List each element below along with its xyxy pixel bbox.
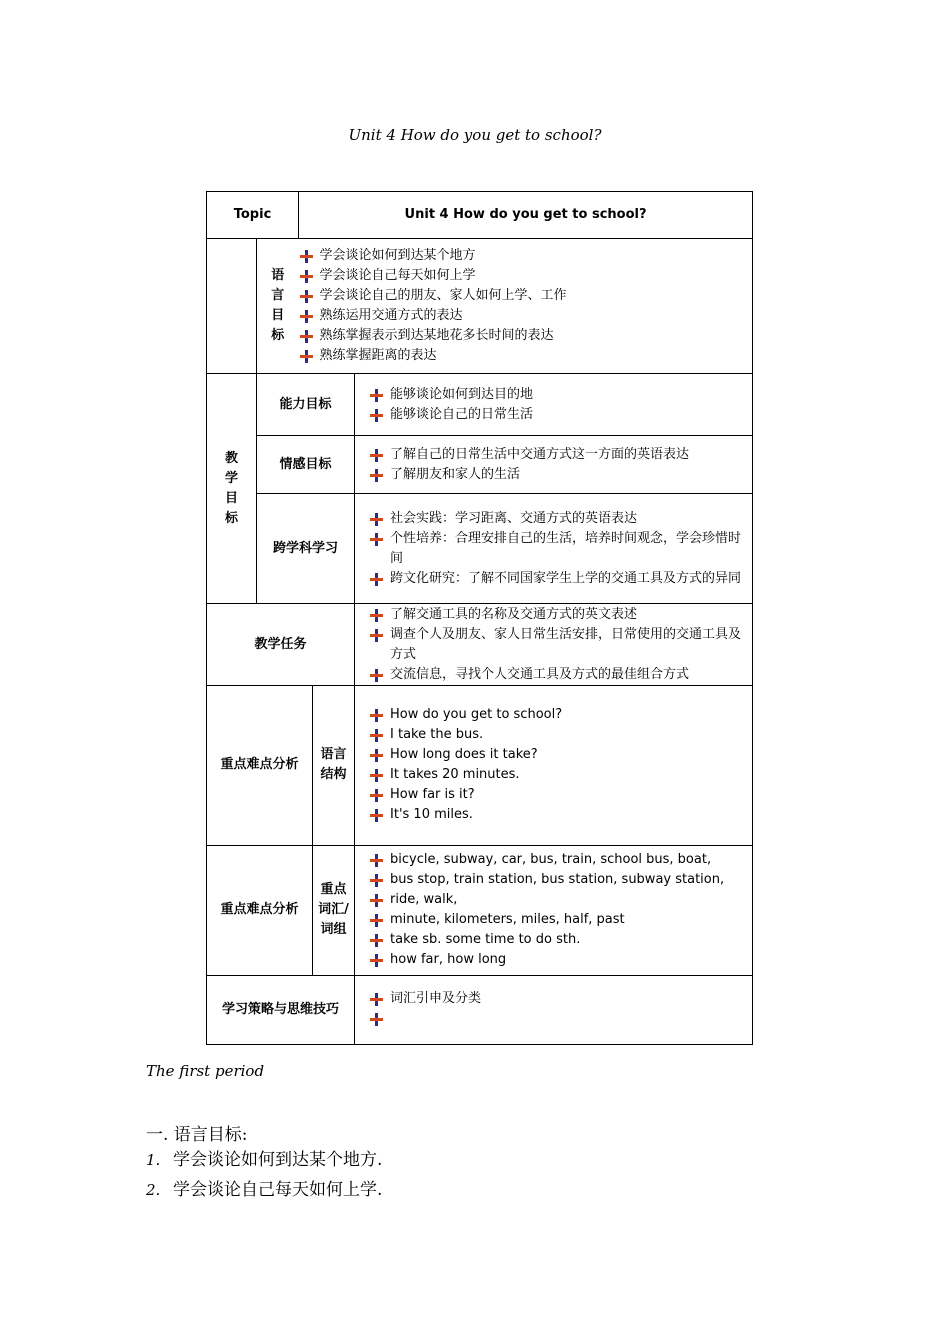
key-vocabulary-list (355, 850, 752, 970)
emotion-goal-row (207, 436, 753, 494)
bullet-icon (369, 914, 383, 927)
bullet-icon (299, 270, 313, 283)
topic-label: Topic (207, 192, 299, 239)
bullet-icon (369, 629, 383, 642)
list-item: 熟练掌握距离的表达 (299, 346, 747, 366)
bullet-icon (299, 310, 313, 323)
key-structure-row (207, 685, 753, 845)
key-points-label: 重点难点分析 (207, 845, 313, 975)
ability-goal-list (355, 385, 752, 425)
emotion-goal-cell (355, 436, 753, 494)
topic-value: Unit 4 How do you get to school? (299, 192, 753, 239)
key-vocabulary-label: 重点 词汇/ 词组 (313, 845, 355, 975)
item-text: 学会谈论自己每天如何上学. (173, 1180, 383, 1200)
list-item: take sb. some time to do sth. (369, 930, 746, 950)
language-goal-row (207, 239, 753, 374)
lesson-plan-table (206, 191, 752, 1045)
bullet-icon (369, 874, 383, 887)
list-item: 能够谈论如何到达目的地 (369, 385, 746, 405)
bullet-icon (369, 533, 383, 546)
bullet-icon (369, 854, 383, 867)
key-structure-list (355, 705, 752, 825)
ability-goal-label: 能力目标 (257, 374, 355, 436)
emotion-goal-list (355, 445, 752, 485)
list-item: It takes 20 minutes. (369, 765, 746, 785)
bullet-icon (369, 609, 383, 622)
key-structure-cell (355, 685, 753, 845)
list-item: 了解朋友和家人的生活 (369, 465, 746, 485)
strategy-cell (355, 975, 753, 1044)
bullet-icon (369, 809, 383, 822)
bullet-icon (369, 573, 383, 586)
list-item: How long does it take? (369, 745, 746, 765)
list-item: I take the bus. (369, 725, 746, 745)
teaching-task-cell (355, 604, 753, 685)
bullet-icon (369, 409, 383, 422)
item-number: 2. (146, 1181, 161, 1199)
list-item (146, 1150, 382, 1180)
blank-cell (207, 239, 257, 374)
document-title: Unit 4 How do you get to school? (348, 126, 602, 144)
list-item: 交流信息，寻找个人交通工具及方式的最佳组合方式 (369, 665, 746, 685)
list-item: 跨文化研究：了解不同国家学生上学的交通工具及方式的异同 (369, 569, 746, 589)
cross-subject-cell (355, 494, 753, 604)
bullet-icon (369, 709, 383, 722)
strategy-row (207, 975, 753, 1044)
bullet-icon (369, 993, 383, 1006)
item-number: 1. (146, 1151, 161, 1169)
cross-subject-label: 跨学科学习 (257, 494, 355, 604)
key-vocabulary-cell (355, 845, 753, 975)
list-item: 个性培养：合理安排自己的生活，培养时间观念，学会珍惜时间 (369, 529, 746, 569)
bullet-icon (299, 250, 313, 263)
cross-subject-list (355, 509, 752, 589)
topic-row (207, 192, 753, 239)
list-item: 调查个人及朋友、家人日常生活安排，日常使用的交通工具及方式 (369, 625, 746, 665)
bullet-icon (369, 389, 383, 402)
item-text: 学会谈论如何到达某个地方. (173, 1150, 383, 1170)
language-structure-label: 语言 结构 (313, 685, 355, 845)
strategy-list (355, 989, 752, 1009)
objective-list (146, 1150, 382, 1210)
section-heading: 一. 语言目标: (146, 1125, 248, 1145)
bullet-icon (299, 290, 313, 303)
bullet-icon (369, 469, 383, 482)
list-item: 熟练运用交通方式的表达 (299, 306, 747, 326)
language-goal-label: 语 言 目 标 (257, 239, 299, 374)
list-item: ride, walk, (369, 890, 746, 910)
bullet-icon (369, 894, 383, 907)
teaching-task-label: 教学任务 (207, 604, 355, 685)
key-points-label: 重点难点分析 (207, 685, 313, 845)
emotion-goal-label: 情感目标 (257, 436, 355, 494)
list-item: 社会实践：学习距离、交通方式的英语表达 (369, 509, 746, 529)
list-item: 了解交通工具的名称及交通方式的英文表述 (369, 605, 746, 625)
list-item: 词汇引申及分类 (369, 989, 746, 1009)
strategy-label: 学习策略与思维技巧 (207, 975, 355, 1044)
language-goal-list (299, 246, 753, 366)
list-item: 学会谈论自己的朋友、家人如何上学、工作 (299, 286, 747, 306)
bullet-icon (369, 749, 383, 762)
list-item: 学会谈论自己每天如何上学 (299, 266, 747, 286)
list-item: How do you get to school? (369, 705, 746, 725)
bullet-icon (369, 729, 383, 742)
ability-goal-cell (355, 374, 753, 436)
bullet-icon (369, 769, 383, 782)
period-title: The first period (146, 1062, 265, 1080)
teaching-task-row (207, 604, 753, 685)
bullet-icon (369, 954, 383, 967)
cross-subject-row (207, 494, 753, 604)
list-item: bicycle, subway, car, bus, train, school bus, boat, (369, 850, 746, 870)
bullet-icon (369, 513, 383, 526)
ability-goal-row (207, 374, 753, 436)
bullet-icon (299, 330, 313, 343)
list-item: how far, how long (369, 950, 746, 970)
key-vocabulary-row (207, 845, 753, 975)
teaching-goal-label: 教 学 目 标 (207, 374, 257, 604)
bullet-icon (299, 350, 313, 363)
list-item: How far is it? (369, 785, 746, 805)
list-item: It's 10 miles. (369, 805, 746, 825)
list-item: 学会谈论如何到达某个地方 (299, 246, 747, 266)
bullet-icon (369, 449, 383, 462)
list-item (146, 1180, 382, 1210)
list-item: minute, kilometers, miles, half, past (369, 910, 746, 930)
teaching-task-list (355, 605, 752, 685)
list-item: 了解自己的日常生活中交通方式这一方面的英语表达 (369, 445, 746, 465)
bullet-icon (369, 789, 383, 802)
bullet-icon (369, 669, 383, 682)
bullet-icon (369, 1013, 383, 1026)
bullet-icon (369, 934, 383, 947)
list-item: bus stop, train station, bus station, subway station, (369, 870, 746, 890)
language-goal-list-cell (299, 239, 753, 374)
list-item: 熟练掌握表示到达某地花多长时间的表达 (299, 326, 747, 346)
list-item: 能够谈论自己的日常生活 (369, 405, 746, 425)
